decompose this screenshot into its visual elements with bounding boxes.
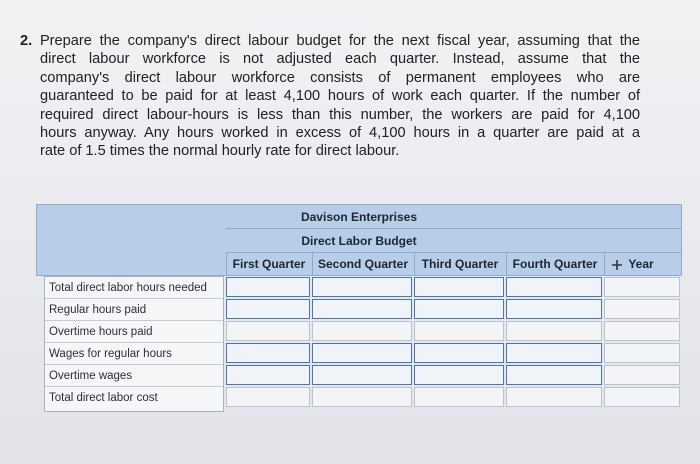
question-text — [20, 32, 640, 161]
question-line-1: Prepare the company's direct labour budget for the next fiscal year, assuming that the — [39, 33, 641, 49]
input-cell[interactable] — [226, 343, 310, 363]
input-cell[interactable] — [414, 321, 504, 341]
row-label-total-hours: Total direct labor hours needed — [45, 277, 223, 299]
row-label-overtime-wages: Overtime wages — [45, 365, 223, 387]
input-cell[interactable] — [414, 387, 504, 407]
input-cell[interactable] — [414, 365, 504, 385]
input-cell[interactable] — [604, 321, 680, 341]
column-header-q1: First Quarter — [232, 257, 306, 271]
question-number: 2. — [20, 33, 33, 49]
input-cell[interactable] — [414, 299, 504, 319]
column-header-q2: Second Quarter — [317, 257, 409, 271]
input-cell[interactable] — [312, 277, 412, 297]
column-header-q3: Third Quarter — [421, 257, 499, 271]
question-line-6: hours anyway. Any hours worked in excess of 4,100 hours in a quarter are paid at a — [40, 125, 640, 142]
input-cell[interactable] — [226, 299, 310, 319]
input-cell[interactable] — [604, 343, 680, 363]
column-header-q4: Fourth Quarter — [512, 257, 598, 271]
input-cell[interactable] — [506, 299, 602, 319]
input-cell[interactable] — [312, 365, 412, 385]
input-cell[interactable] — [604, 387, 680, 407]
question-line-7: rate of 1.5 times the normal hourly rate for direct labour. — [40, 143, 400, 160]
input-grid — [224, 276, 682, 412]
plus-move-icon[interactable] — [612, 260, 622, 270]
column-header-year: Year — [628, 257, 654, 271]
input-cell[interactable] — [506, 343, 602, 363]
input-cell[interactable] — [414, 343, 504, 363]
input-cell[interactable] — [312, 387, 412, 407]
budget-title: Direct Labor Budget — [301, 234, 417, 248]
input-cell[interactable] — [312, 299, 412, 319]
input-cell[interactable] — [604, 277, 680, 297]
input-cell[interactable] — [226, 321, 310, 341]
input-cell[interactable] — [226, 277, 310, 297]
input-cell[interactable] — [312, 321, 412, 341]
row-label-total-cost: Total direct labor cost — [49, 392, 158, 404]
question-line-2: direct labour workforce is not adjusted each quarter. Instead, assume that the — [40, 51, 640, 68]
row-label-regular-wages: Wages for regular hours — [45, 343, 223, 365]
row-label-overtime-hours: Overtime hours paid — [45, 321, 223, 343]
input-cell[interactable] — [604, 299, 680, 319]
row-labels — [44, 276, 224, 412]
input-cell[interactable] — [506, 365, 602, 385]
input-cell[interactable] — [604, 365, 680, 385]
input-cell[interactable] — [414, 277, 504, 297]
input-cell[interactable] — [506, 277, 602, 297]
row-label-regular-hours: Regular hours paid — [45, 299, 223, 321]
input-cell[interactable] — [226, 387, 310, 407]
input-cell[interactable] — [226, 365, 310, 385]
question-line-5: required direct labour-hours is less than this number, the workers are paid for 4,100 — [40, 106, 640, 123]
question-line-4: guaranteed to be paid for at least 4,100 hours of work each quarter. If the number of — [40, 88, 640, 105]
input-cell[interactable] — [506, 387, 602, 407]
direct-labor-budget-table — [36, 204, 682, 416]
company-name: Davison Enterprises — [300, 210, 418, 224]
input-cell[interactable] — [506, 321, 602, 341]
question-line-3: company's direct labour workforce consists of permanent employees who are — [40, 69, 640, 86]
input-cell[interactable] — [312, 343, 412, 363]
